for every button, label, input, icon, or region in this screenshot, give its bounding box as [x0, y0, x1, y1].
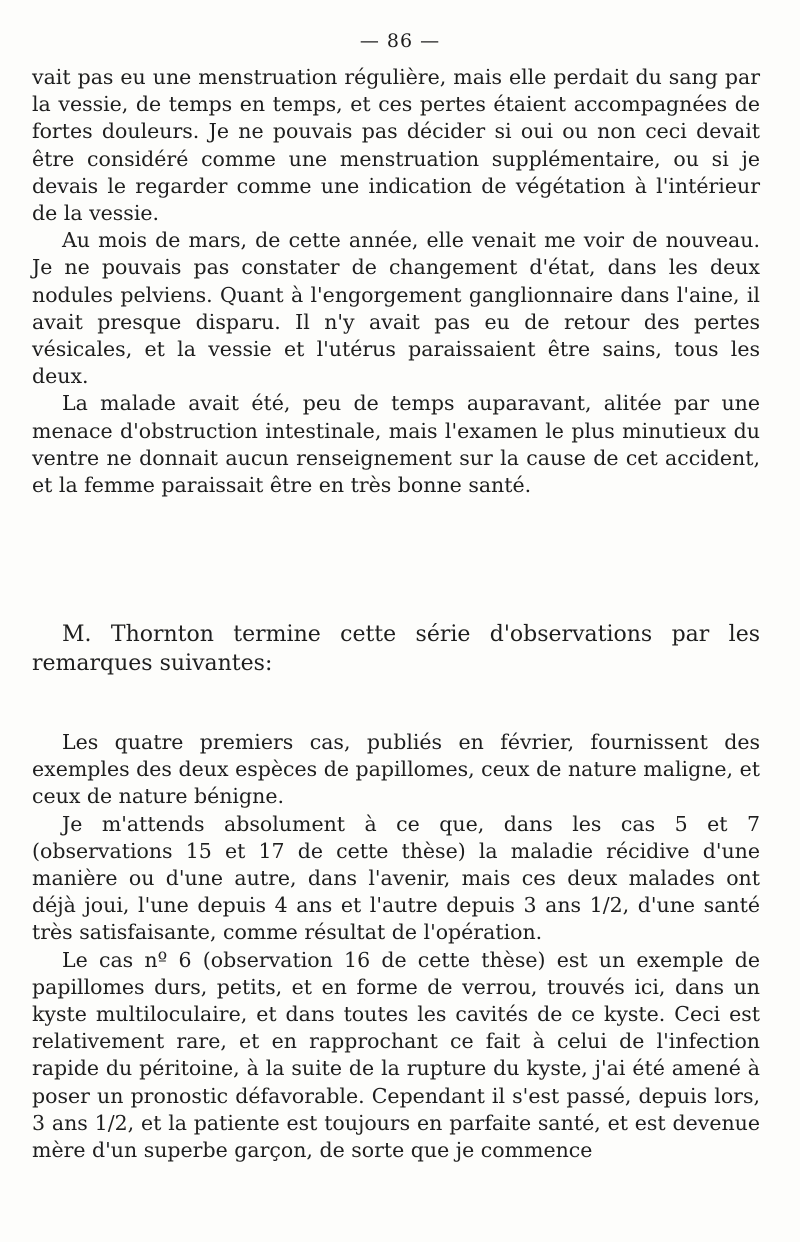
section-heading-block — [32, 620, 760, 678]
page-number: — 86 — — [359, 30, 441, 52]
paragraph: La malade avait été, peu de temps auparavant, alitée par une menace d'obstruction intestinale, mais l'examen le plus minutieux du ventre ne donnait aucun renseignement sur la cause de cet accident, et la femme paraissait être en très bonne santé. — [32, 391, 760, 498]
section-heading: M. Thornton termine cette série d'observations par les remarques suivantes: — [32, 622, 760, 676]
paragraph: Je m'attends absolument à ce que, dans les cas 5 et 7 (observations 15 et 17 de cette thèse) la maladie récidive d'une manière ou d'une autre, dans l'avenir, mais ces deux malades ont déjà joui, l'une depuis 4 ans et l'autre depuis 3 ans 1/2, d'une santé très satisfaisante, comme résultat de l'opération. — [32, 811, 760, 945]
paragraph: Le cas nº 6 (observation 16 de cette thèse) est un exemple de papillomes durs, petits, et en forme de verrou, trouvés ici, dans un kyste multiloculaire, et dans toutes les cavités de ce kyste. Ceci est relativement rare, et en rapprochant ce fait à celui de l'infection rapide du péritoine, à la suite de la rupture du kyste, j'ai été amené à poser un pronostic défavorable. Cependant il s'est passé, depuis lors, 3 ans 1/2, et la patiente est toujours en parfaite santé, et est devenue mère d'un superbe garçon, de sorte que je commence — [32, 947, 760, 1163]
text-block-top — [32, 64, 760, 499]
paragraph-continuation: vait pas eu une menstruation régulière, mais elle perdait du sang par la vessie, de temps en temps, et ces pertes étaient accompagnées de fortes douleurs. Je ne pouvais pas décider si oui ou non ceci devait être considéré comme une menstruation supplémentaire, ou si je devais le regarder comme une indication de végétation à l'intérieur de la vessie. — [32, 65, 760, 226]
paragraph: Au mois de mars, de cette année, elle venait me voir de nouveau. Je ne pouvais pas constater de changement d'état, dans les deux nodules pelviens. Quant à l'engorgement ganglionnaire dans l'aine, il avait presque disparu. Il n'y avait pas eu de retour des pertes vésicales, et la vessie et l'utérus paraissaient être sains, tous les deux. — [32, 228, 760, 389]
text-block-bottom — [32, 729, 760, 1164]
paragraph: Les quatre premiers cas, publiés en février, fournissent des exemples des deux espèces de papillomes, ceux de nature maligne, et ceux de nature bénigne. — [32, 730, 760, 809]
